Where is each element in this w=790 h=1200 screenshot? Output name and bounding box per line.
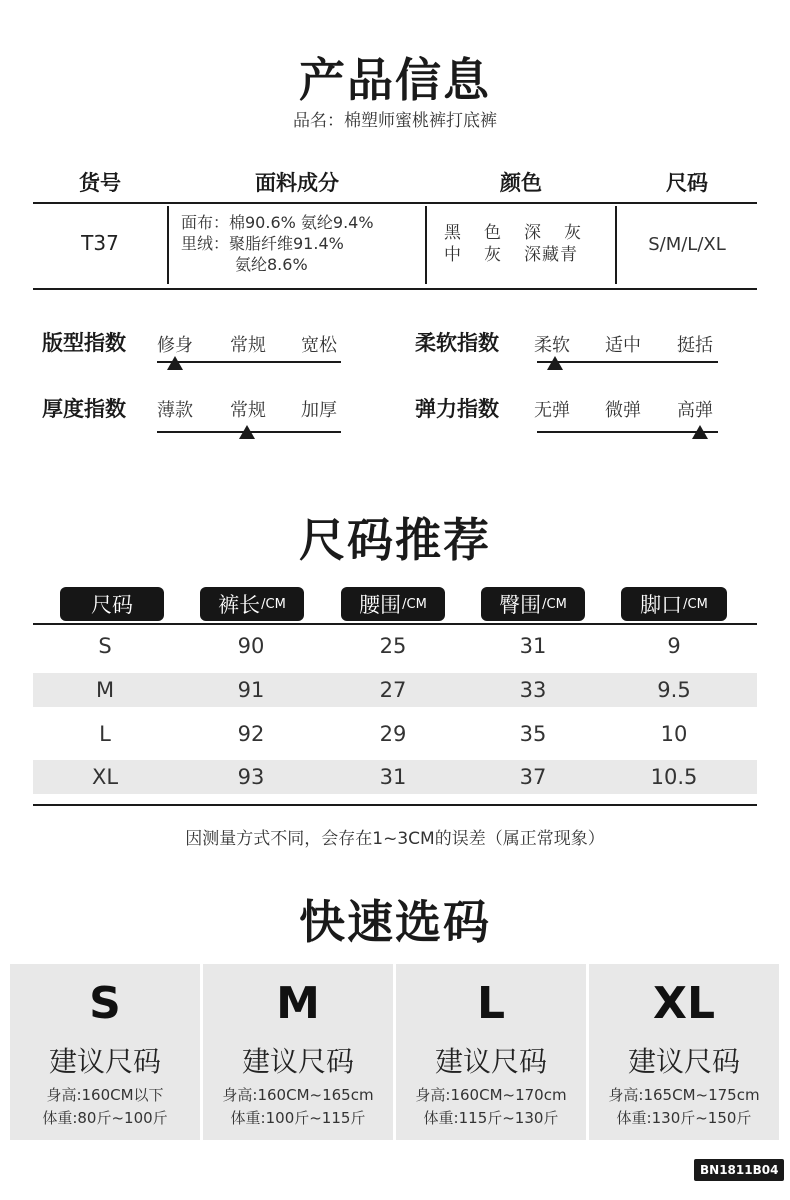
softness-index-marker <box>547 356 563 370</box>
fabric-composition <box>181 212 374 275</box>
card-label: 建议尺码 <box>434 1045 547 1078</box>
quick-select-title: 快速选码 <box>299 895 491 949</box>
table-top-rule <box>33 202 757 204</box>
fit-index-title: 版型指数 <box>42 331 126 355</box>
length-cell: 91 <box>237 678 265 702</box>
header-sku: 货号 <box>79 171 121 195</box>
softness-option: 柔软 <box>534 335 570 356</box>
card-weight: 体重:115斤~130斤 <box>423 1109 559 1127</box>
hip-cell: 31 <box>519 634 547 658</box>
thickness-option: 薄款 <box>157 400 193 421</box>
table-row <box>33 673 757 707</box>
card-size: XL <box>653 978 715 1029</box>
elasticity-index-marker <box>692 425 708 439</box>
card-size: S <box>89 978 121 1029</box>
size-card-s <box>10 964 200 1140</box>
softness-index-title: 柔软指数 <box>415 331 499 355</box>
color-list <box>444 222 582 266</box>
elasticity-index-title: 弹力指数 <box>415 397 499 421</box>
size-header-pill <box>60 587 164 621</box>
length-cell: 90 <box>237 634 265 658</box>
length-header-pill <box>200 587 304 621</box>
header-unit: /CM <box>542 596 567 612</box>
hem-header-pill <box>621 587 727 621</box>
hem-cell: 9.5 <box>657 678 691 702</box>
column-divider <box>425 206 427 284</box>
product-name: 品名：棉塑师蜜桃裤打底裤 <box>293 111 497 131</box>
fabric-line: 面布：棉90.6% 氨纶9.4% <box>181 213 374 232</box>
thickness-index-title: 厚度指数 <box>42 397 126 421</box>
header-label: 臀围 <box>499 593 542 617</box>
table-bottom-rule <box>33 288 757 290</box>
header-unit: /CM <box>261 596 286 612</box>
column-divider <box>167 206 169 284</box>
hem-cell: 9 <box>667 634 681 658</box>
card-weight: 体重:100斤~115斤 <box>230 1109 366 1127</box>
length-cell: 93 <box>237 765 265 789</box>
waist-cell: 29 <box>379 722 407 746</box>
color-text: 黑 <box>444 223 462 243</box>
product-code-badge: BN1811B04 <box>694 1159 784 1181</box>
card-label: 建议尺码 <box>48 1045 161 1078</box>
color-text: 深 <box>524 223 542 243</box>
thickness-option: 常规 <box>230 400 266 421</box>
card-label: 建议尺码 <box>627 1045 740 1078</box>
color-text: 中 <box>444 245 462 265</box>
elasticity-option: 无弹 <box>534 400 570 421</box>
card-label: 建议尺码 <box>241 1045 354 1078</box>
hip-header-pill <box>481 587 585 621</box>
header-size: 尺码 <box>666 171 708 195</box>
hip-cell: 33 <box>519 678 547 702</box>
header-label: 裤长 <box>218 593 261 617</box>
size-cell: XL <box>91 765 119 789</box>
product-info-title: 产品信息 <box>299 53 491 107</box>
waist-cell: 31 <box>379 765 407 789</box>
hip-cell: 35 <box>519 722 547 746</box>
fit-index-scale <box>157 361 341 363</box>
table-row <box>33 717 757 751</box>
header-unit: /CM <box>683 596 708 612</box>
card-weight: 体重:130斤~150斤 <box>616 1109 752 1127</box>
fit-option: 宽松 <box>301 335 337 356</box>
thickness-index-marker <box>239 425 255 439</box>
color-text: 色 <box>484 223 502 243</box>
waist-cell: 27 <box>379 678 407 702</box>
column-divider <box>615 206 617 284</box>
fabric-line: 氨纶8.6% <box>235 255 308 274</box>
header-unit: /CM <box>402 596 427 612</box>
fit-option: 修身 <box>157 335 193 356</box>
softness-index-scale <box>537 361 718 363</box>
available-sizes: S/M/L/XL <box>648 234 726 255</box>
card-size: L <box>476 978 506 1029</box>
measurement-note: 因测量方式不同，会存在1~3CM的误差（属正常现象） <box>185 829 605 849</box>
color-text: 深藏青 <box>524 245 578 265</box>
waist-cell: 25 <box>379 634 407 658</box>
length-cell: 92 <box>237 722 265 746</box>
hem-cell: 10 <box>660 722 688 746</box>
fit-option: 常规 <box>230 335 266 356</box>
softness-option: 适中 <box>605 335 641 356</box>
size-chart-title: 尺码推荐 <box>299 513 491 567</box>
card-height: 身高:160CM~165cm <box>222 1086 374 1104</box>
card-height: 身高:160CM以下 <box>46 1086 164 1104</box>
elasticity-option: 微弹 <box>605 400 641 421</box>
hem-cell: 10.5 <box>650 765 698 789</box>
header-label: 脚口 <box>640 593 683 617</box>
elasticity-index-scale <box>537 431 718 433</box>
sku-value: T37 <box>81 231 119 255</box>
card-height: 身高:160CM~170cm <box>415 1086 567 1104</box>
color-text: 灰 <box>564 223 582 243</box>
fit-index-marker <box>167 356 183 370</box>
hip-cell: 37 <box>519 765 547 789</box>
fabric-line: 里绒：聚脂纤维91.4% <box>181 234 344 253</box>
size-card-m <box>203 964 393 1140</box>
size-table-bottom-rule <box>33 804 757 806</box>
size-cell: M <box>95 678 115 702</box>
size-card-xl <box>589 964 779 1140</box>
color-text: 灰 <box>484 245 502 265</box>
size-cell: L <box>99 722 111 746</box>
softness-option: 挺括 <box>677 335 713 356</box>
table-row <box>33 629 757 663</box>
waist-header-pill <box>341 587 445 621</box>
size-card-l <box>396 964 586 1140</box>
header-fabric: 面料成分 <box>255 171 339 195</box>
card-weight: 体重:80斤~100斤 <box>42 1109 168 1127</box>
header-color: 颜色 <box>500 171 542 195</box>
header-label: 腰围 <box>359 593 402 617</box>
table-row <box>33 760 757 794</box>
elasticity-option: 高弹 <box>677 400 713 421</box>
card-size: M <box>276 978 320 1029</box>
card-height: 身高:165CM~175cm <box>608 1086 760 1104</box>
thickness-option: 加厚 <box>301 400 337 421</box>
size-cell: S <box>98 634 112 658</box>
header-label: 尺码 <box>91 593 133 617</box>
size-table-top-rule <box>33 623 757 625</box>
